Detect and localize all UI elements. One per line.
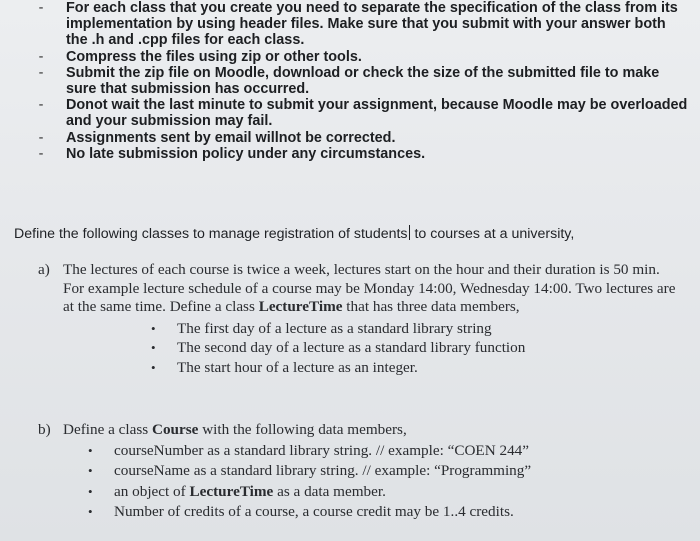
- dash-marker: -: [38, 145, 44, 162]
- dash-marker: -: [38, 97, 44, 114]
- member-text-end: as a data member.: [273, 482, 386, 500]
- intro-text-end: to courses at a university,: [410, 226, 575, 242]
- rule-text: Assignments sent by email willnot be corrected.: [66, 129, 396, 146]
- dash-marker: -: [38, 48, 44, 65]
- bullet-marker: •: [151, 320, 156, 336]
- member-text: courseName as a standard library string. // example: “Programming”: [114, 462, 532, 480]
- bullet-marker: •: [151, 340, 156, 356]
- bullet-marker: •: [88, 443, 93, 458]
- bullet-marker: •: [88, 504, 93, 520]
- text-cursor: [409, 225, 410, 240]
- rule-text: No late submission policy under any circumstances.: [66, 145, 426, 162]
- dash-marker: -: [38, 0, 44, 16]
- question-a-text-start: The lectures of each course is twice a week, lectures start on the hour and their duration is 50 min. For example lecture schedule of a course may be Monday 14:00, Wednesday 14:00. Two lectures are at the same time. Define a class: [63, 261, 676, 316]
- bullet-marker: •: [88, 483, 93, 499]
- rule-text: Compress the files using zip or other tools.: [66, 48, 362, 65]
- rule-text: Submit the zip file on Moodle, download or check the size of the submitted file to make sure that submission has occurred.: [66, 64, 660, 98]
- question-a: [38, 261, 678, 378]
- bullet-marker: •: [88, 463, 93, 479]
- intro-paragraph: [14, 225, 684, 243]
- question-a-text-end: that has three data members,: [342, 298, 520, 316]
- rule-item: [30, 65, 690, 97]
- member-text: The second day of a lecture as a standard library function: [177, 339, 526, 357]
- member-text: The start hour of a lecture as an integer.: [177, 358, 418, 376]
- member-text-start: an object of: [114, 482, 190, 500]
- list-item: [88, 502, 648, 522]
- question-b-text-start: Define a class: [63, 421, 152, 438]
- member-text: courseNumber as a standard library string. // example: “COEN 244”: [114, 442, 530, 459]
- rule-item: [30, 146, 690, 162]
- question-a-label: a): [38, 261, 50, 278]
- submission-rules-list: [30, 0, 690, 162]
- list-item: [151, 338, 671, 358]
- list-item: [88, 441, 648, 461]
- course-members-list: [88, 441, 648, 523]
- intro-text-start: Define the following classes to manage registration of students: [14, 226, 408, 242]
- list-item: [151, 358, 671, 378]
- rule-text: For each class that you create you need to separate the specification of the class from its implementation by using header files. Make sure that you submit with your answer both the .h and .cpp files for each class.: [66, 0, 678, 49]
- rule-item: [30, 49, 690, 65]
- dash-marker: -: [38, 129, 44, 146]
- rule-item: [30, 97, 690, 129]
- question-b-text: [63, 420, 678, 440]
- course-class-name: Course: [151, 421, 199, 438]
- member-text: The first day of a lecture as a standard library string: [177, 319, 492, 337]
- question-a-text: [63, 261, 678, 317]
- rule-item: [30, 130, 690, 146]
- rule-text: Donot wait the last minute to submit your assignment, because Moodle may be overloaded and your submission may fail.: [66, 97, 688, 130]
- lecturetime-members-list: [151, 319, 671, 378]
- question-b-text-end: with the following data members,: [198, 421, 407, 438]
- question-b-label: b): [38, 421, 51, 438]
- bullet-marker: •: [151, 359, 156, 375]
- list-item: [151, 319, 671, 339]
- member-text: Number of credits of a course, a course credit may be 1..4 credits.: [114, 503, 514, 521]
- lecturetime-class-name: LectureTime: [258, 298, 343, 316]
- dash-marker: -: [38, 64, 44, 81]
- question-b: [38, 420, 678, 523]
- lecturetime-class-name: LectureTime: [189, 482, 274, 500]
- list-item: [88, 461, 648, 481]
- list-item: [88, 482, 648, 502]
- rule-item: [30, 0, 690, 49]
